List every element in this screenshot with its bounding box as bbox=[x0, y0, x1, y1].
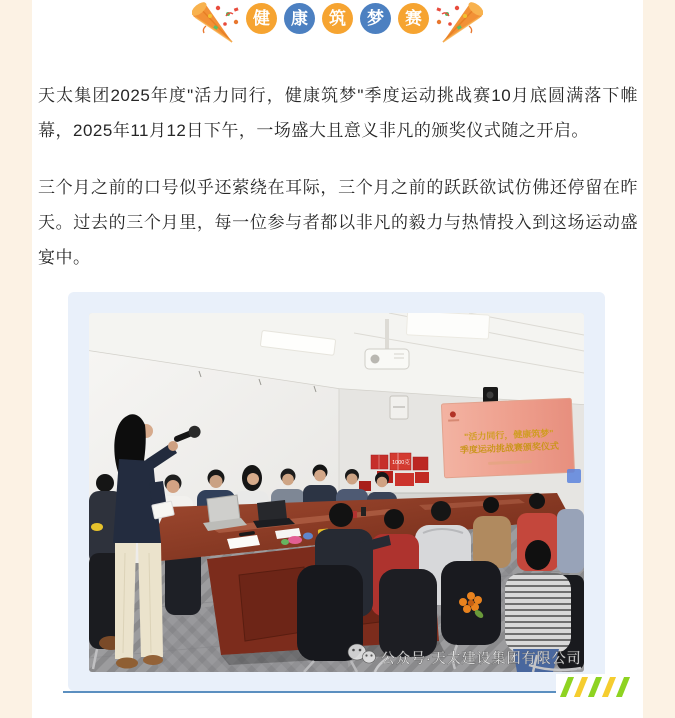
title-badges bbox=[246, 3, 429, 34]
title-badge-5-char: 赛 bbox=[405, 9, 422, 28]
article-photo[interactable] bbox=[89, 313, 584, 672]
gift-box-label: 1000克 bbox=[392, 460, 410, 466]
title-badge-3 bbox=[322, 3, 353, 34]
title-badge-1-char: 健 bbox=[253, 9, 270, 28]
party-popper-left-icon bbox=[192, 0, 240, 46]
slash-stripe-5 bbox=[616, 677, 630, 697]
title-badge-2 bbox=[284, 3, 315, 34]
slash-stripe-2 bbox=[574, 677, 588, 697]
title-badge-3-char: 筑 bbox=[329, 9, 346, 28]
section-divider bbox=[63, 691, 557, 693]
photo-wall-plaque bbox=[567, 469, 581, 483]
slash-stripe-4 bbox=[602, 677, 616, 697]
party-popper-right-icon bbox=[435, 0, 483, 46]
photo-presentation-screen bbox=[441, 398, 574, 478]
left-border-stripe bbox=[0, 0, 32, 718]
title-badge-4 bbox=[360, 3, 391, 34]
right-border-stripe bbox=[643, 0, 675, 718]
title-badge-5 bbox=[398, 3, 429, 34]
article-paragraph-1: 天太集团2025年度"活力同行，健康筑梦"季度运动挑战赛10月底圆满落下帷幕，2025年11月12日下午，一场盛大且意义非凡的颁奖仪式随之开启。 bbox=[38, 86, 638, 140]
watermark-text: 公众号·天太建设集团有限公司 bbox=[381, 650, 582, 666]
header-banner bbox=[32, 0, 643, 50]
article-body bbox=[38, 78, 638, 297]
photo-wall-speaker bbox=[390, 396, 408, 419]
slash-decoration bbox=[556, 674, 634, 700]
title-badge-4-char: 梦 bbox=[367, 9, 384, 28]
article-paragraph-2: 三个月之前的口号似乎还萦绕在耳际，三个月之前的跃跃欲试仿佛还停留在昨天。过去的三个月里，每一位参与者都以非凡的毅力与热情投入到这场运动盛宴中。 bbox=[38, 178, 638, 267]
title-badge-2-char: 康 bbox=[291, 9, 308, 28]
title-badge-1 bbox=[246, 3, 277, 34]
photo-card bbox=[68, 292, 605, 691]
slash-stripe-3 bbox=[588, 677, 602, 697]
slash-stripe-1 bbox=[560, 677, 574, 697]
slide-title-line1: "活力同行，健康筑梦" bbox=[463, 428, 554, 442]
slide-title-line2: 季度运动挑战赛颁奖仪式 bbox=[459, 440, 560, 456]
